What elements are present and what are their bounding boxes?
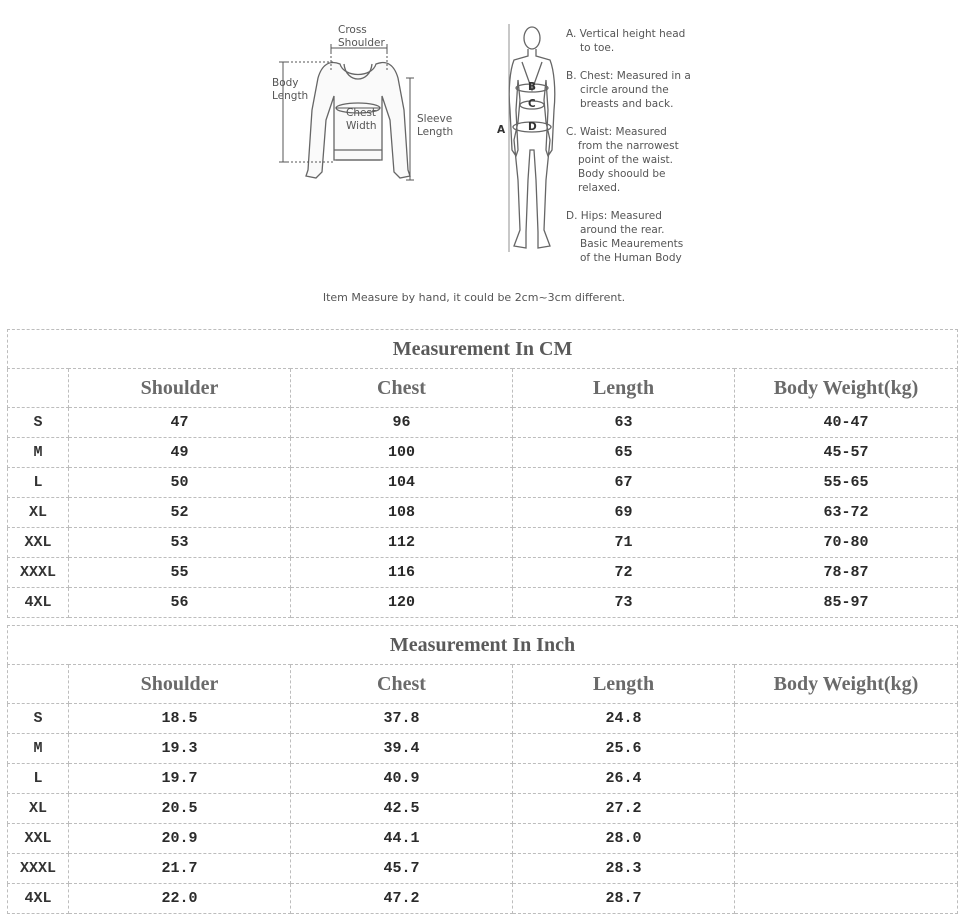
legend-d-line: Basic Meaurements: [580, 238, 684, 250]
chest-cell: 112: [291, 528, 513, 558]
body-length-label: Body Length: [272, 77, 309, 102]
length-cell: 27.2: [513, 794, 735, 824]
length-cell: 69: [513, 498, 735, 528]
legend-d-title: D. Hips: Measured: [566, 210, 662, 222]
size-table-cm: [7, 329, 958, 618]
weight-cell: 85-97: [735, 588, 958, 618]
table-row: [8, 794, 958, 824]
header-cell: Chest: [291, 665, 513, 704]
weight-cell: [735, 884, 958, 914]
table-title: Measurement In Inch: [8, 626, 958, 665]
weight-cell: [735, 734, 958, 764]
legend-c-title: C. Waist: Measured: [566, 126, 667, 138]
legend-item-d: [566, 209, 683, 265]
weight-cell: [735, 854, 958, 884]
size-cell: S: [8, 408, 69, 438]
chest-cell: 42.5: [291, 794, 513, 824]
table-row: [8, 734, 958, 764]
length-cell: 73: [513, 588, 735, 618]
shoulder-cell: 20.9: [69, 824, 291, 854]
header-cell: [8, 665, 69, 704]
legend-a-line: to toe.: [580, 42, 615, 54]
shoulder-cell: 19.3: [69, 734, 291, 764]
size-cell: XXXL: [8, 854, 69, 884]
table-row: [8, 588, 958, 618]
table-row: [8, 528, 958, 558]
weight-cell: [735, 704, 958, 734]
measurement-diagram: [0, 0, 962, 320]
weight-cell: 78-87: [735, 558, 958, 588]
body-letter-c: C: [528, 98, 536, 110]
table-row: [8, 438, 958, 468]
size-cell: XL: [8, 498, 69, 528]
measurement-note: Item Measure by hand, it could be 2cm~3cm different.: [322, 291, 626, 304]
shoulder-cell: 53: [69, 528, 291, 558]
table-row: [8, 764, 958, 794]
legend-b-line: circle around the: [580, 84, 669, 96]
table-title: Measurement In CM: [8, 330, 958, 369]
legend-d-line: around the rear.: [580, 224, 665, 236]
legend-c-line: relaxed.: [578, 182, 621, 194]
table-row: [8, 704, 958, 734]
size-cell: L: [8, 764, 69, 794]
size-cell: 4XL: [8, 884, 69, 914]
table-row: [8, 824, 958, 854]
size-cell: M: [8, 734, 69, 764]
shoulder-cell: 49: [69, 438, 291, 468]
length-cell: 71: [513, 528, 735, 558]
chest-cell: 39.4: [291, 734, 513, 764]
shoulder-cell: 50: [69, 468, 291, 498]
header-cell: Shoulder: [69, 369, 291, 408]
legend-c-line: Body shoould be: [578, 168, 666, 180]
length-cell: 26.4: [513, 764, 735, 794]
size-cell: XXL: [8, 824, 69, 854]
legend-item-c: [566, 125, 679, 195]
body-letter-d: D: [528, 121, 537, 133]
weight-cell: 55-65: [735, 468, 958, 498]
legend-b-title: B. Chest: Measured in a: [566, 70, 691, 82]
size-cell: S: [8, 704, 69, 734]
shoulder-cell: 47: [69, 408, 291, 438]
header-cell: Body Weight(kg): [735, 369, 958, 408]
cross-shoulder-label: Cross Shoulder: [338, 24, 385, 49]
length-cell: 24.8: [513, 704, 735, 734]
length-cell: 63: [513, 408, 735, 438]
legend-item-a: [566, 27, 685, 55]
table-row: [8, 468, 958, 498]
shoulder-cell: 22.0: [69, 884, 291, 914]
length-cell: 25.6: [513, 734, 735, 764]
header-cell: [8, 369, 69, 408]
chest-cell: 44.1: [291, 824, 513, 854]
body-letter-a: A: [497, 124, 506, 136]
size-cell: XL: [8, 794, 69, 824]
weight-cell: [735, 764, 958, 794]
shoulder-cell: 20.5: [69, 794, 291, 824]
length-cell: 67: [513, 468, 735, 498]
chest-cell: 96: [291, 408, 513, 438]
human-body-figure: [509, 24, 555, 252]
shoulder-cell: 19.7: [69, 764, 291, 794]
length-cell: 28.7: [513, 884, 735, 914]
chest-cell: 45.7: [291, 854, 513, 884]
size-cell: L: [8, 468, 69, 498]
header-cell: Body Weight(kg): [735, 665, 958, 704]
legend-a-title: A. Vertical height head: [566, 28, 686, 40]
chest-width-label: Chest Width: [346, 107, 377, 132]
size-cell: XXXL: [8, 558, 69, 588]
chest-cell: 104: [291, 468, 513, 498]
table-header-row: [8, 369, 958, 408]
garment-and-body-illustration: [0, 0, 962, 290]
length-cell: 72: [513, 558, 735, 588]
weight-cell: 40-47: [735, 408, 958, 438]
shoulder-cell: 55: [69, 558, 291, 588]
chest-cell: 120: [291, 588, 513, 618]
table-header-row: [8, 665, 958, 704]
chest-cell: 100: [291, 438, 513, 468]
size-cell: 4XL: [8, 588, 69, 618]
legend-item-b: [566, 69, 691, 111]
sleeve-length-label: Sleeve Length: [417, 113, 454, 138]
legend-c-line: point of the waist.: [578, 154, 674, 166]
shoulder-cell: 21.7: [69, 854, 291, 884]
chest-cell: 116: [291, 558, 513, 588]
shoulder-cell: 56: [69, 588, 291, 618]
table-row: [8, 884, 958, 914]
size-cell: M: [8, 438, 69, 468]
body-letter-b: B: [528, 81, 537, 93]
shoulder-cell: 52: [69, 498, 291, 528]
chest-cell: 108: [291, 498, 513, 528]
legend-c-line: from the narrowest: [578, 140, 679, 152]
shoulder-cell: 18.5: [69, 704, 291, 734]
length-cell: 28.3: [513, 854, 735, 884]
weight-cell: 70-80: [735, 528, 958, 558]
length-cell: 65: [513, 438, 735, 468]
header-cell: Chest: [291, 369, 513, 408]
chest-cell: 40.9: [291, 764, 513, 794]
table-row: [8, 498, 958, 528]
chest-cell: 47.2: [291, 884, 513, 914]
legend-d-line: of the Human Body: [580, 252, 682, 264]
size-table-inch: [7, 625, 958, 914]
weight-cell: 63-72: [735, 498, 958, 528]
weight-cell: 45-57: [735, 438, 958, 468]
chest-cell: 37.8: [291, 704, 513, 734]
header-cell: Shoulder: [69, 665, 291, 704]
weight-cell: [735, 824, 958, 854]
header-cell: Length: [513, 665, 735, 704]
table-row: [8, 558, 958, 588]
length-cell: 28.0: [513, 824, 735, 854]
header-cell: Length: [513, 369, 735, 408]
table-row: [8, 854, 958, 884]
weight-cell: [735, 794, 958, 824]
legend-b-line: breasts and back.: [580, 98, 674, 110]
table-row: [8, 408, 958, 438]
size-cell: XXL: [8, 528, 69, 558]
